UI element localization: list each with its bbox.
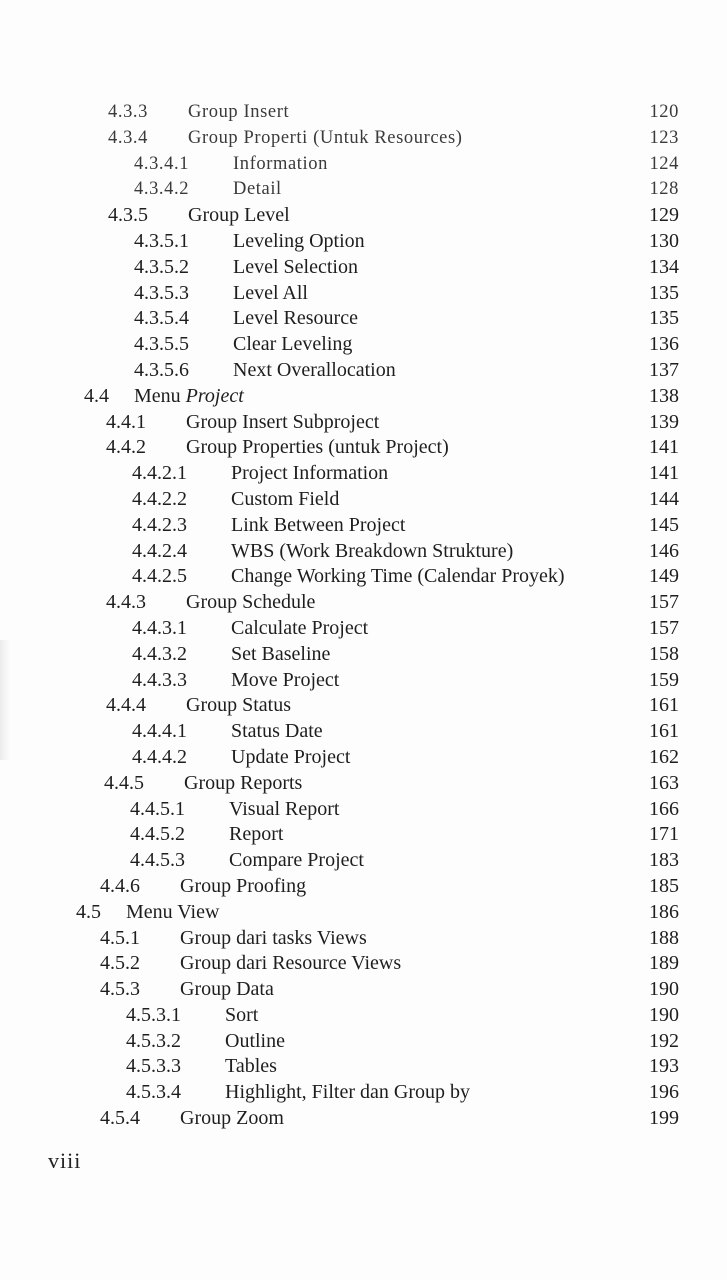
toc-entry-number: 4.4.3.2 bbox=[132, 642, 187, 665]
toc-entry-title-text: WBS (Work Breakdown Strukture) bbox=[231, 539, 514, 562]
toc-entry bbox=[0, 1106, 727, 1132]
toc-entry-title-text: Group Insert bbox=[188, 102, 290, 122]
toc-entry-page: 130 bbox=[649, 229, 679, 252]
toc-entry-title bbox=[225, 1029, 285, 1055]
toc-entry-title-text: Report bbox=[229, 823, 284, 846]
toc-entry-number: 4.3.4.1 bbox=[134, 153, 190, 174]
toc-entry-title-text: Group Proofing bbox=[180, 874, 307, 897]
toc-entry-title-text: Group Schedule bbox=[186, 591, 316, 614]
toc-entry-number: 4.3.5 bbox=[108, 204, 148, 227]
toc-entry-page: 135 bbox=[649, 281, 679, 304]
toc-entry-title-text: Set Baseline bbox=[231, 642, 331, 665]
toc-entry-page: 190 bbox=[649, 1003, 679, 1026]
toc-entry-title-text: Project Information bbox=[231, 462, 389, 485]
toc-entry bbox=[0, 719, 727, 745]
toc-entry-number: 4.4.2.5 bbox=[132, 565, 187, 588]
toc-entry bbox=[0, 771, 727, 797]
toc-entry-title bbox=[229, 822, 283, 848]
toc-entry-title-text: Tables bbox=[225, 1055, 277, 1078]
toc-entry-title-text: Level Resource bbox=[233, 307, 358, 330]
toc-entry-page: 138 bbox=[649, 384, 679, 407]
toc-entry-number: 4.4.2.2 bbox=[132, 487, 187, 510]
toc-entry-number: 4.4.2.4 bbox=[132, 539, 187, 562]
toc-entry-number: 4.5.3.3 bbox=[126, 1055, 181, 1078]
toc-entry-title bbox=[231, 487, 339, 513]
toc-entry-number: 4.3.5.6 bbox=[134, 358, 189, 381]
toc-entry bbox=[0, 693, 727, 719]
toc-entry-title-text: Group dari tasks Views bbox=[180, 926, 367, 949]
toc-entry-page: 188 bbox=[649, 926, 679, 949]
toc-entry-number: 4.4.5.1 bbox=[130, 797, 185, 820]
toc-entry-title-italic: Project bbox=[185, 384, 244, 407]
toc-entry-title-text: Menu bbox=[134, 384, 181, 407]
toc-entry-number: 4.4.2 bbox=[106, 436, 146, 459]
toc-entry-title-text: Group Level bbox=[188, 204, 290, 227]
toc-entry-title bbox=[233, 281, 308, 307]
toc-entry-page: 123 bbox=[649, 127, 679, 148]
toc-entry bbox=[0, 384, 727, 410]
toc-entry-title bbox=[231, 513, 405, 539]
toc-entry-number: 4.4.5.3 bbox=[130, 849, 185, 872]
toc-entry-title bbox=[233, 229, 365, 255]
toc-entry-title bbox=[225, 1080, 470, 1106]
toc-entry-title-text: Clear Leveling bbox=[233, 333, 353, 356]
toc-entry-number: 4.5.1 bbox=[100, 926, 140, 949]
toc-entry-title bbox=[233, 152, 328, 178]
toc-entry-title bbox=[231, 668, 339, 694]
toc-entry-page: 190 bbox=[649, 978, 679, 1001]
toc-entry-page: 135 bbox=[649, 307, 679, 330]
toc-entry bbox=[0, 642, 727, 668]
toc-entry-page: 149 bbox=[649, 565, 679, 588]
toc-entry bbox=[0, 281, 727, 307]
toc-entry bbox=[0, 410, 727, 436]
toc-entry bbox=[0, 822, 727, 848]
toc-entry-title-text: Group Insert Subproject bbox=[186, 410, 380, 433]
toc-entry-title-text: Highlight, Filter dan Group by bbox=[225, 1081, 470, 1104]
toc-entry bbox=[0, 848, 727, 874]
toc-entry-page: 144 bbox=[649, 487, 679, 510]
toc-entry-title-text: Information bbox=[233, 153, 328, 174]
toc-entry bbox=[0, 100, 727, 126]
toc-entry-title bbox=[233, 358, 396, 384]
toc-entry-title-text: Calculate Project bbox=[231, 616, 369, 639]
toc-entry-title bbox=[180, 926, 367, 952]
toc-entry-title bbox=[233, 332, 352, 358]
toc-entry-page: 159 bbox=[649, 668, 679, 691]
toc-entry-title bbox=[180, 951, 401, 977]
toc-entry-title-text: Move Project bbox=[231, 668, 340, 691]
toc-entry-title-text: Visual Report bbox=[229, 797, 340, 820]
toc-entry bbox=[0, 177, 727, 203]
toc-entry-title-text: Link Between Project bbox=[231, 513, 406, 536]
toc-entry-page: 161 bbox=[649, 720, 679, 743]
toc-entry bbox=[0, 255, 727, 281]
table-of-contents bbox=[0, 100, 727, 1132]
toc-entry bbox=[0, 1054, 727, 1080]
toc-entry bbox=[0, 1003, 727, 1029]
toc-entry-number: 4.5.3.1 bbox=[126, 1003, 181, 1026]
toc-entry-title bbox=[180, 1106, 284, 1132]
toc-entry-title bbox=[134, 384, 244, 410]
toc-entry bbox=[0, 951, 727, 977]
toc-entry-title-text: Group Properti (Untuk Resources) bbox=[188, 127, 463, 148]
toc-entry-page: 161 bbox=[649, 694, 679, 717]
toc-entry-page: 141 bbox=[649, 436, 679, 459]
toc-entry bbox=[0, 564, 727, 590]
toc-entry-title-text: Group Zoom bbox=[180, 1107, 284, 1130]
toc-entry-title bbox=[229, 797, 339, 823]
toc-entry-page: 157 bbox=[649, 616, 679, 639]
toc-entry-title bbox=[188, 203, 290, 229]
toc-entry-page: 141 bbox=[649, 462, 679, 485]
toc-entry-number: 4.4.4.2 bbox=[132, 745, 187, 768]
toc-entry-number: 4.4.1 bbox=[106, 410, 146, 433]
toc-entry-title-text: Detail bbox=[233, 179, 282, 200]
toc-entry-page: 157 bbox=[649, 591, 679, 614]
toc-entry-title bbox=[186, 590, 315, 616]
toc-entry bbox=[0, 126, 727, 152]
toc-entry-title bbox=[180, 977, 274, 1003]
toc-entry-title-text: Group Properties (untuk Project) bbox=[186, 436, 449, 459]
toc-entry-page: 171 bbox=[649, 823, 679, 846]
toc-entry-number: 4.3.5.2 bbox=[134, 255, 189, 278]
toc-entry-page: 158 bbox=[649, 642, 679, 665]
toc-entry bbox=[0, 332, 727, 358]
toc-entry-title bbox=[180, 874, 306, 900]
toc-entry-number: 4.4.4 bbox=[106, 694, 146, 717]
toc-entry-number: 4.5.2 bbox=[100, 952, 140, 975]
toc-entry-page: 146 bbox=[649, 539, 679, 562]
page-number-footer: viii bbox=[48, 1148, 82, 1173]
toc-entry bbox=[0, 616, 727, 642]
toc-entry-number: 4.4.6 bbox=[100, 874, 140, 897]
toc-entry-title-text: Compare Project bbox=[229, 849, 364, 872]
toc-entry bbox=[0, 797, 727, 823]
toc-entry-page: 186 bbox=[649, 900, 679, 923]
toc-entry bbox=[0, 152, 727, 178]
toc-entry-title-text: Outline bbox=[225, 1029, 285, 1052]
toc-entry-title-text: Status Date bbox=[231, 720, 323, 743]
toc-entry-number: 4.3.5.5 bbox=[134, 333, 189, 356]
toc-entry-number: 4.5.3.2 bbox=[126, 1029, 181, 1052]
toc-entry-title bbox=[231, 642, 330, 668]
toc-entry bbox=[0, 539, 727, 565]
toc-entry bbox=[0, 306, 727, 332]
toc-entry bbox=[0, 461, 727, 487]
toc-entry-page: 124 bbox=[649, 153, 679, 174]
toc-entry-number: 4.5.3.4 bbox=[126, 1081, 181, 1104]
toc-entry-title bbox=[186, 410, 379, 436]
toc-entry-title bbox=[233, 255, 358, 281]
toc-entry-page: 139 bbox=[649, 410, 679, 433]
toc-entry-page: 137 bbox=[649, 358, 679, 381]
toc-entry bbox=[0, 668, 727, 694]
toc-entry bbox=[0, 745, 727, 771]
toc-entry-title-text: Custom Field bbox=[231, 487, 340, 510]
toc-entry-number: 4.4.3.1 bbox=[132, 616, 187, 639]
toc-entry-number: 4.4.4.1 bbox=[132, 720, 187, 743]
toc-entry-number: 4.4.5 bbox=[104, 771, 144, 794]
toc-entry bbox=[0, 590, 727, 616]
toc-entry-page: 162 bbox=[649, 745, 679, 768]
toc-entry-title bbox=[225, 1003, 258, 1029]
toc-entry bbox=[0, 513, 727, 539]
toc-entry-title bbox=[231, 461, 388, 487]
toc-entry bbox=[0, 874, 727, 900]
toc-entry-title bbox=[231, 745, 350, 771]
toc-entry-title bbox=[188, 100, 289, 126]
toc-entry-title-text: Group Data bbox=[180, 978, 274, 1001]
toc-entry-title bbox=[231, 564, 565, 590]
toc-entry-title bbox=[225, 1054, 277, 1080]
toc-entry bbox=[0, 203, 727, 229]
toc-entry-page: 129 bbox=[649, 204, 679, 227]
toc-entry-number: 4.5.3 bbox=[100, 978, 140, 1001]
toc-entry-page: 183 bbox=[649, 849, 679, 872]
toc-entry-title bbox=[231, 616, 368, 642]
toc-entry-number: 4.4.3.3 bbox=[132, 668, 187, 691]
toc-entry-number: 4.3.5.4 bbox=[134, 307, 189, 330]
toc-entry-title-text: Group dari Resource Views bbox=[180, 952, 402, 975]
toc-entry bbox=[0, 487, 727, 513]
toc-entry-title bbox=[186, 435, 449, 461]
toc-entry-page: 196 bbox=[649, 1081, 679, 1104]
toc-entry bbox=[0, 977, 727, 1003]
toc-entry-number: 4.4.2.1 bbox=[132, 462, 187, 485]
toc-entry-title-text: Sort bbox=[225, 1003, 259, 1026]
toc-entry-number: 4.4.2.3 bbox=[132, 513, 187, 536]
toc-entry-number: 4.3.3 bbox=[108, 102, 148, 122]
toc-entry-number: 4.4.5.2 bbox=[130, 823, 185, 846]
toc-entry bbox=[0, 435, 727, 461]
toc-entry-title bbox=[229, 848, 364, 874]
toc-entry-page: 128 bbox=[649, 179, 679, 200]
toc-entry-title bbox=[188, 126, 463, 152]
toc-entry-title bbox=[231, 539, 513, 565]
toc-entry-number: 4.4.3 bbox=[106, 591, 146, 614]
toc-entry-page: 199 bbox=[649, 1107, 679, 1130]
toc-entry-page: 185 bbox=[649, 874, 679, 897]
toc-entry bbox=[0, 229, 727, 255]
toc-entry-title bbox=[126, 900, 219, 926]
toc-entry-title-text: Group Status bbox=[186, 694, 291, 717]
toc-entry-page: 134 bbox=[649, 255, 679, 278]
toc-entry-title-text: Group Reports bbox=[184, 771, 303, 794]
toc-entry-title-text: Update Project bbox=[231, 745, 351, 768]
toc-entry-title bbox=[231, 719, 323, 745]
toc-entry-page: 166 bbox=[649, 797, 679, 820]
toc-entry-number: 4.5 bbox=[76, 900, 101, 923]
toc-entry-page: 189 bbox=[649, 952, 679, 975]
toc-entry-number: 4.3.4.2 bbox=[134, 179, 190, 200]
toc-entry-title-text: Level Selection bbox=[233, 255, 358, 278]
toc-entry-number: 4.3.5.1 bbox=[134, 229, 189, 252]
toc-entry-number: 4.3.4 bbox=[108, 127, 148, 148]
toc-entry-title-text: Menu View bbox=[126, 900, 220, 923]
toc-entry-title-text: Leveling Option bbox=[233, 229, 365, 252]
toc-entry-title-text: Level All bbox=[233, 281, 308, 304]
toc-entry bbox=[0, 926, 727, 952]
toc-entry-title-text: Change Working Time (Calendar Proyek) bbox=[231, 565, 565, 588]
toc-entry-page: 192 bbox=[649, 1029, 679, 1052]
toc-entry-page: 193 bbox=[649, 1055, 679, 1078]
toc-entry-number: 4.5.4 bbox=[100, 1107, 140, 1130]
toc-entry-title bbox=[233, 177, 282, 203]
toc-entry-page: 136 bbox=[649, 333, 679, 356]
toc-entry bbox=[0, 1029, 727, 1055]
toc-entry bbox=[0, 900, 727, 926]
toc-entry-title bbox=[186, 693, 291, 719]
toc-entry-page: 145 bbox=[649, 513, 679, 536]
toc-entry bbox=[0, 1080, 727, 1106]
toc-entry-page: 163 bbox=[649, 771, 679, 794]
toc-entry-title bbox=[184, 771, 302, 797]
toc-entry-title-text: Next Overallocation bbox=[233, 358, 396, 381]
toc-entry-number: 4.3.5.3 bbox=[134, 281, 189, 304]
toc-entry-title bbox=[233, 306, 358, 332]
toc-entry bbox=[0, 358, 727, 384]
toc-entry-page: 120 bbox=[649, 102, 679, 122]
toc-entry-number: 4.4 bbox=[84, 384, 109, 407]
